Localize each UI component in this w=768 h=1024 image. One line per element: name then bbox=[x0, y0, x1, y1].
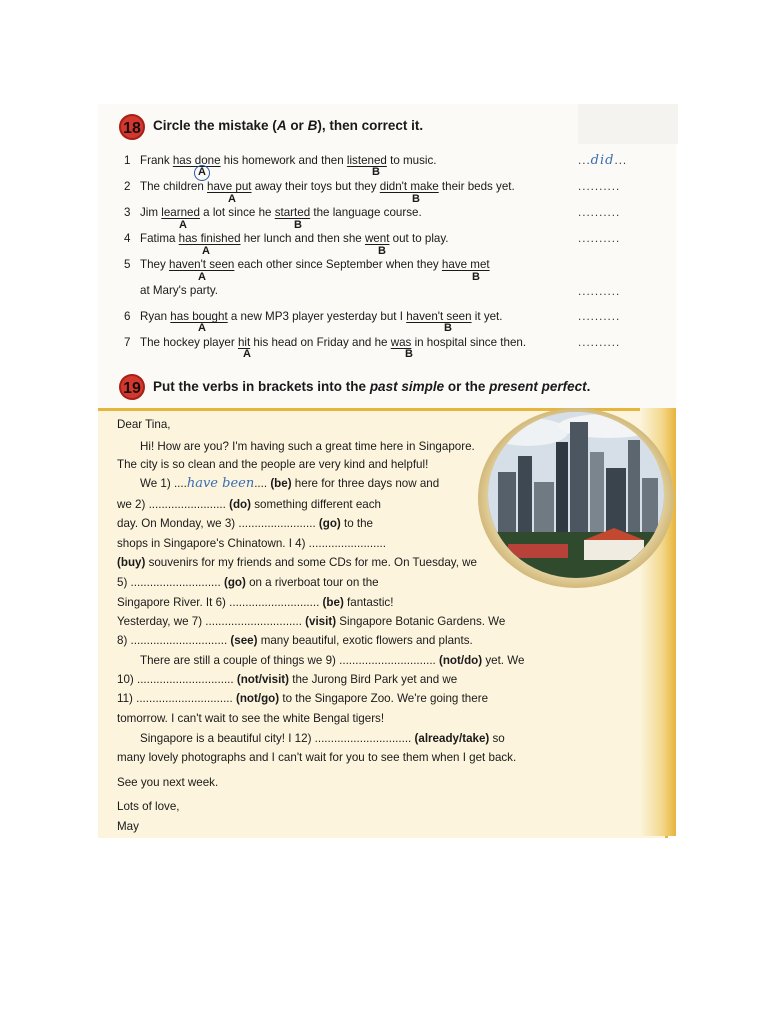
item-1-sentence: Frank has done his homework and then listened to music. bbox=[140, 154, 437, 167]
item-number: 3 bbox=[124, 206, 131, 219]
letter-line: tomorrow. I can't wait to see the white Bengal tigers! bbox=[117, 712, 385, 725]
item-5-sentence: They haven't seen each other since September when they have met bbox=[140, 258, 490, 271]
gap-5-line[interactable]: 5) ............................ (go) on a riverboat tour on the bbox=[117, 576, 379, 589]
answer-line-7[interactable]: .......... bbox=[578, 336, 621, 349]
gap-2-line[interactable]: we 2) ........................ (do) something different each bbox=[117, 498, 381, 511]
gap-9-line[interactable]: There are still a couple of things we 9) .............................. (not/do) yet. We bbox=[140, 654, 525, 667]
letter-greeting: Dear Tina, bbox=[117, 418, 171, 431]
gap-8-line[interactable]: 8) .............................. (see) many beautiful, exotic flowers and plants. bbox=[117, 634, 473, 647]
gap-3-line[interactable]: day. On Monday, we 3) ........................ (go) to the bbox=[117, 517, 374, 530]
gap-1-line: We 1) ....have been.... (be) here for three days now and bbox=[140, 476, 440, 491]
item-number: 2 bbox=[124, 180, 131, 193]
exercise-18-title: Circle the mistake (A or B), then correct it. bbox=[153, 118, 424, 133]
label-b: B bbox=[444, 322, 452, 334]
letter-line: The city is so clean and the people are very kind and helpful! bbox=[117, 458, 429, 471]
exercise-18-badge: 18 bbox=[119, 114, 145, 140]
item-number: 6 bbox=[124, 310, 131, 323]
letter-closing: See you next week. bbox=[117, 776, 219, 789]
handwritten-answer: did bbox=[590, 153, 615, 168]
item-number: 5 bbox=[124, 258, 131, 271]
answer-line-1[interactable]: ...did... bbox=[578, 153, 628, 168]
gap-4-line[interactable]: shops in Singapore's Chinatown. I 4) ........................ bbox=[117, 537, 386, 550]
exercise-19-title: Put the verbs in brackets into the past simple or the present perfect. bbox=[153, 379, 591, 394]
item-6-sentence: Ryan has bought a new MP3 player yesterday but I haven't seen it yet. bbox=[140, 310, 503, 323]
handwritten-answer[interactable]: have been bbox=[186, 476, 255, 491]
letter-line: many lovely photographs and I can't wait for you to see them when I get back. bbox=[117, 751, 517, 764]
label-b: B bbox=[372, 166, 380, 178]
label-b: B bbox=[405, 348, 413, 360]
item-7-sentence: The hockey player hit his head on Friday and he was in hospital since then. bbox=[140, 336, 527, 349]
letter-closing: Lots of love, bbox=[117, 800, 180, 813]
label-b: B bbox=[472, 271, 480, 283]
item-3-sentence: Jim learned a lot since he started the language course. bbox=[140, 206, 422, 219]
gap-12-line[interactable]: Singapore is a beautiful city! I 12) .............................. (already/take) so bbox=[140, 732, 505, 745]
singapore-skyline-photo bbox=[488, 412, 664, 578]
item-number: 4 bbox=[124, 232, 131, 245]
skyline-illustration bbox=[488, 412, 664, 578]
label-a: A bbox=[198, 166, 206, 178]
label-a: A bbox=[202, 245, 210, 257]
label-b: B bbox=[412, 193, 420, 205]
gap-7-line[interactable]: Yesterday, we 7) .............................. (visit) Singapore Botanic Gardens. We bbox=[117, 615, 506, 628]
item-number: 7 bbox=[124, 336, 131, 349]
item-4-sentence: Fatima has finished her lunch and then she went out to play. bbox=[140, 232, 449, 245]
exercise-19-badge: 19 bbox=[119, 374, 145, 400]
letter-line: Hi! How are you? I'm having such a great time here in Singapore. bbox=[140, 440, 475, 453]
label-a: A bbox=[179, 219, 187, 231]
page-scan-shadow bbox=[578, 104, 678, 144]
answer-line-3[interactable]: .......... bbox=[578, 206, 621, 219]
answer-line-6[interactable]: .......... bbox=[578, 310, 621, 323]
gap-11-line[interactable]: 11) .............................. (not/go) to the Singapore Zoo. We're going there bbox=[117, 692, 489, 705]
label-a: A bbox=[243, 348, 251, 360]
label-a: A bbox=[198, 271, 206, 283]
label-b: B bbox=[378, 245, 386, 257]
label-b: B bbox=[294, 219, 302, 231]
item-5-sentence-cont: at Mary's party. bbox=[140, 284, 219, 297]
letter-signature: May bbox=[117, 820, 139, 833]
item-2-sentence: The children have put away their toys but they didn't make their beds yet. bbox=[140, 180, 515, 193]
label-a: A bbox=[198, 322, 206, 334]
label-a: A bbox=[228, 193, 236, 205]
gap-4-line-cont: (buy) souvenirs for my friends and some CDs for me. On Tuesday, we bbox=[117, 556, 477, 569]
answer-line-4[interactable]: .......... bbox=[578, 232, 621, 245]
gap-10-line[interactable]: 10) .............................. (not/visit) the Jurong Bird Park yet and we bbox=[117, 673, 458, 686]
item-number: 1 bbox=[124, 154, 131, 167]
gap-6-line[interactable]: Singapore River. It 6) ............................ (be) fantastic! bbox=[117, 596, 394, 609]
answer-line-5[interactable]: .......... bbox=[578, 285, 621, 298]
answer-line-2[interactable]: .......... bbox=[578, 180, 621, 193]
